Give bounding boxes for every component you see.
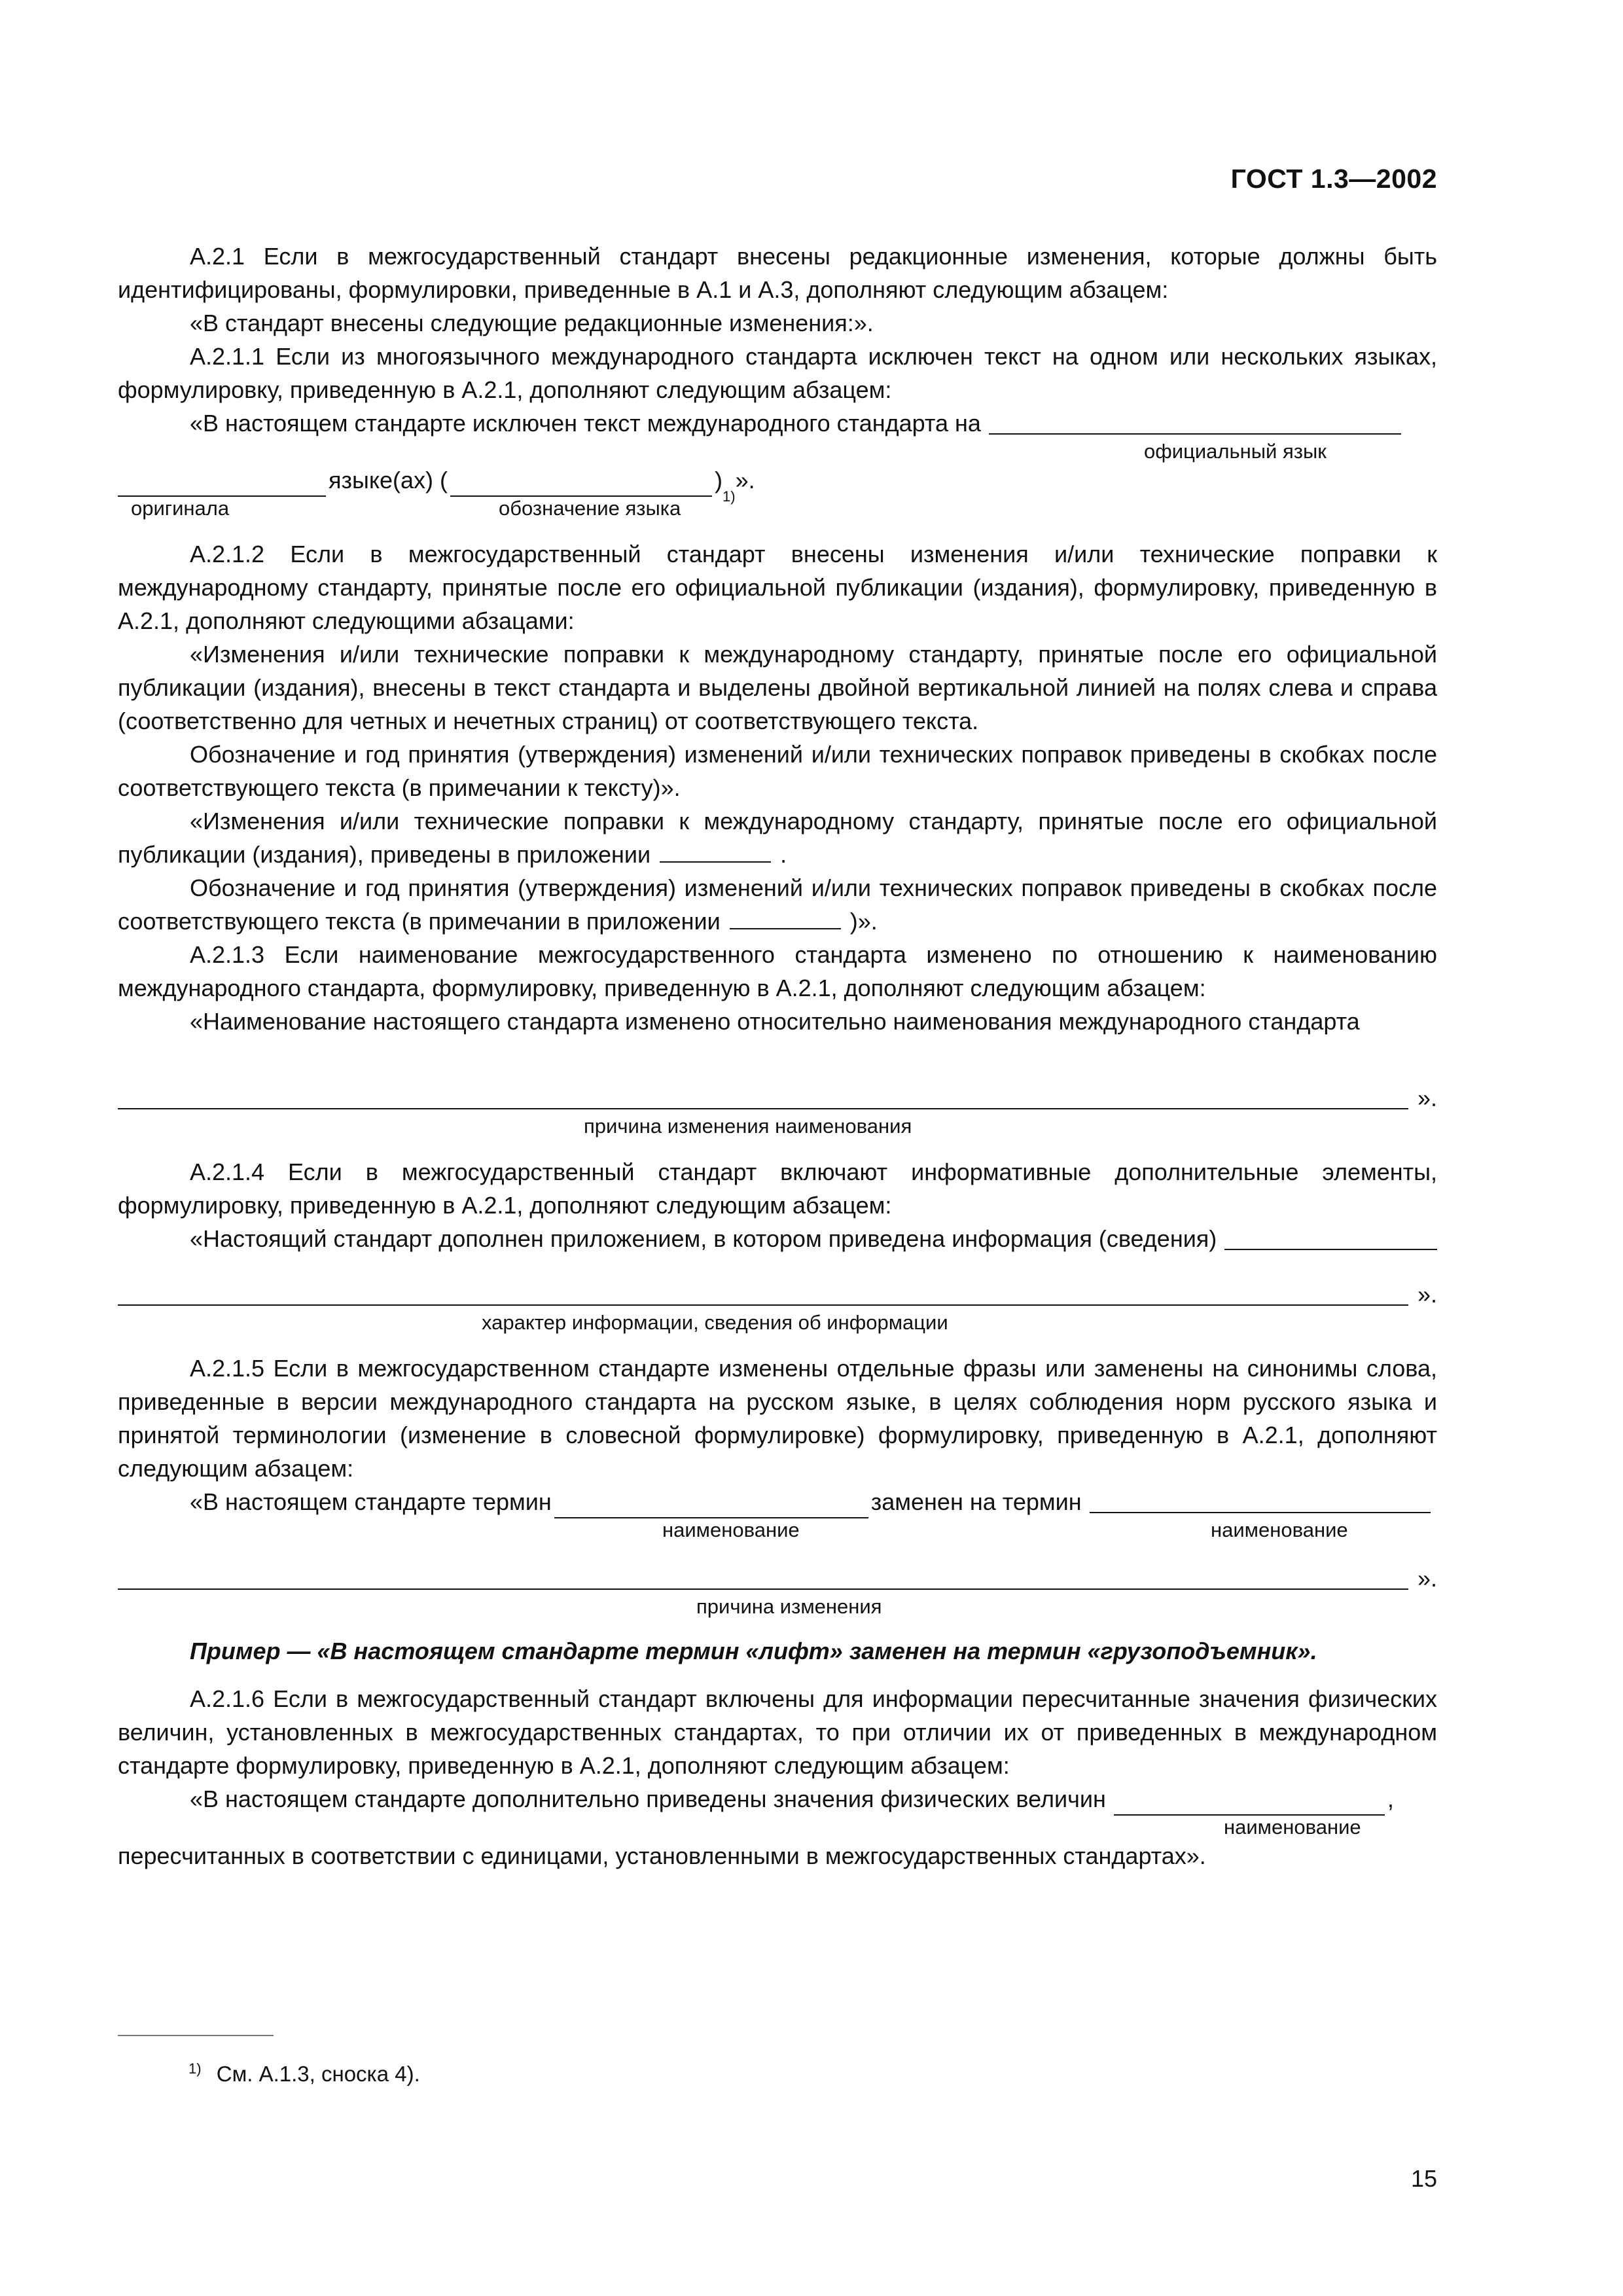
- blank-term-reason: [118, 1566, 1408, 1590]
- caption-row: [118, 1311, 1437, 1335]
- footnote-divider: [118, 2035, 274, 2036]
- caption-original: оригинала: [131, 497, 230, 520]
- caption-quantity-name: наименование: [1224, 1816, 1361, 1839]
- caption-row: [118, 1115, 1437, 1138]
- blank-info: [1224, 1227, 1437, 1250]
- example-text: Пример — «В настоящем стандарте термин «лифт» заменен на термин «грузоподъемник».: [190, 1638, 1317, 1664]
- caption-row: [118, 497, 1437, 520]
- form-line-excluded-text: [118, 406, 1437, 440]
- caption-language-code: обозначение языка: [499, 497, 681, 520]
- caption-info: характер информации, сведения об информации: [482, 1311, 948, 1334]
- form-line-quantities: «В настоящем стандарте дополнительно приведены значения физических величин ,: [118, 1782, 1437, 1816]
- footnote-mark: 1): [188, 2060, 202, 2077]
- blank-quantity-name: [1114, 1792, 1385, 1816]
- form-text: ): [715, 467, 723, 493]
- caption-row: [118, 1595, 1437, 1619]
- quote-editorial-changes: «В стандарт внесены следующие редакционные изменения:».: [190, 310, 874, 336]
- blank-annex: [660, 839, 771, 863]
- blank-term-old: [554, 1495, 868, 1518]
- form-text: языке(ах) (: [329, 467, 448, 493]
- caption-official-language: официальный язык: [1144, 440, 1327, 463]
- form-line-annex-info: «Настоящий стандарт дополнен приложением, в котором приведена информация (сведения): [118, 1222, 1437, 1255]
- form-line-term-reason: ».: [118, 1562, 1437, 1595]
- blank-official-language: [989, 411, 1401, 435]
- caption-term-new: наименование: [1211, 1518, 1348, 1541]
- form-line-language: языке(ах) ( ) 1) ».: [118, 463, 1437, 497]
- blank-annex: [730, 906, 841, 929]
- quote-amendments-annex: «Изменения и/или технические поправки к международному стандарту, принятые после его официальной публикации (издания), приведены в приложении .: [118, 808, 1437, 868]
- paragraph-a214: А.2.1.4 Если в межгосударственный стандарт включают информативные дополнительные элементы, формулировку, приведенную в А.2.1, дополняют следующим абзацем:: [118, 1158, 1437, 1219]
- caption-row: [118, 440, 1437, 463]
- blank-title-reason: [118, 1086, 1408, 1109]
- paragraph-a212: А.2.1.2 Если в межгосударственный стандарт внесены изменения и/или технические поправки к международному стандарту, принятые после его официальной публикации (издания), формулировку, приведенную в А.2.1, дополняют следующими абзацами:: [118, 541, 1437, 634]
- form-line-term: «В настоящем стандарте термин заменен на термин: [118, 1485, 1437, 1518]
- blank-term-new: [1090, 1490, 1431, 1513]
- footnote: [188, 2062, 420, 2087]
- caption-term-old: наименование: [662, 1518, 800, 1541]
- footnote-text: См. А.1.3, сноска 4).: [216, 2062, 420, 2086]
- blank-original: [118, 473, 326, 497]
- quote-amendments-annex-designation: Обозначение и год принятия (утверждения) изменений и/или технических поправок приведены в скобках после соответствующего текста (в примечании в приложении )».: [118, 874, 1437, 935]
- page-number: 15: [1410, 2165, 1437, 2192]
- quote-amendments: «Изменения и/или технические поправки к международному стандарту, принятые после его официальной публикации (издания), внесены в текст стандарта и выделены двойной вертикальной линией на полях слева и справа (соответственно для четных и нечетных страниц) от соответствующего текста.: [118, 641, 1437, 734]
- paragraph-a213: А.2.1.3 Если наименование межгосударственного стандарта изменено по отношению к наименованию международного стандарта, формулировку, приведенную в А.2.1, дополняют следующим абзацем:: [118, 941, 1437, 1001]
- caption-row: [118, 1816, 1437, 1839]
- quote-quantities-end: пересчитанных в соответствии с единицами, установленными в межгосударственных стандартах».: [118, 1842, 1206, 1869]
- blank-language-code: [450, 473, 712, 497]
- quote-amendments-designation: Обозначение и год принятия (утверждения) изменений и/или технических поправок приведены в скобках после соответствующего текста (в примечании к тексту)».: [118, 741, 1437, 801]
- paragraph-a215: А.2.1.5 Если в межгосударственном стандарте изменены отдельные фразы или заменены на синонимы слова, приведенные в версии международного стандарта на русском языке, в целях соблюдения норм русского языка и принятой терминологии (изменение в словесной формулировке) формулировку, приведенную в А.2.1, дополняют следующим абзацем:: [118, 1355, 1437, 1482]
- paragraph-a216: А.2.1.6 Если в межгосударственный стандарт включены для информации пересчитанные значения физических величин, установленных в межгосударственных стандартах, то при отличии их от приведенных в международном стандарте формулировку, приведенную в А.2.1, дополняют следующим абзацем:: [118, 1685, 1437, 1779]
- caption-title-reason: причина изменения наименования: [584, 1115, 912, 1138]
- form-line-info-continued: ».: [118, 1278, 1437, 1311]
- paragraph-a211: А.2.1.1 Если из многоязычного международного стандарта исключен текст на одном или нескольких языках, формулировку, приведенную в А.2.1, дополняют следующим абзацем:: [118, 343, 1437, 403]
- form-text: ».: [735, 467, 755, 493]
- quote-title-changed: «Наименование настоящего стандарта изменено относительно наименования международного стандарта: [190, 1008, 1360, 1035]
- form-line-title-reason: ».: [118, 1081, 1437, 1115]
- caption-row: [118, 1518, 1437, 1542]
- main-text: [118, 240, 1437, 1873]
- form-text: «В настоящем стандарте исключен текст международного стандарта на: [190, 410, 981, 437]
- document-code: ГОСТ 1.3—2002: [1230, 164, 1437, 194]
- blank-info-continued: [118, 1282, 1408, 1306]
- caption-term-reason: причина изменения: [696, 1595, 882, 1618]
- paragraph-a21: А.2.1 Если в межгосударственный стандарт внесены редакционные изменения, которые должны быть идентифицированы, формулировки, приведенные в А.1 и А.3, дополняют следующим абзацем:: [118, 243, 1437, 303]
